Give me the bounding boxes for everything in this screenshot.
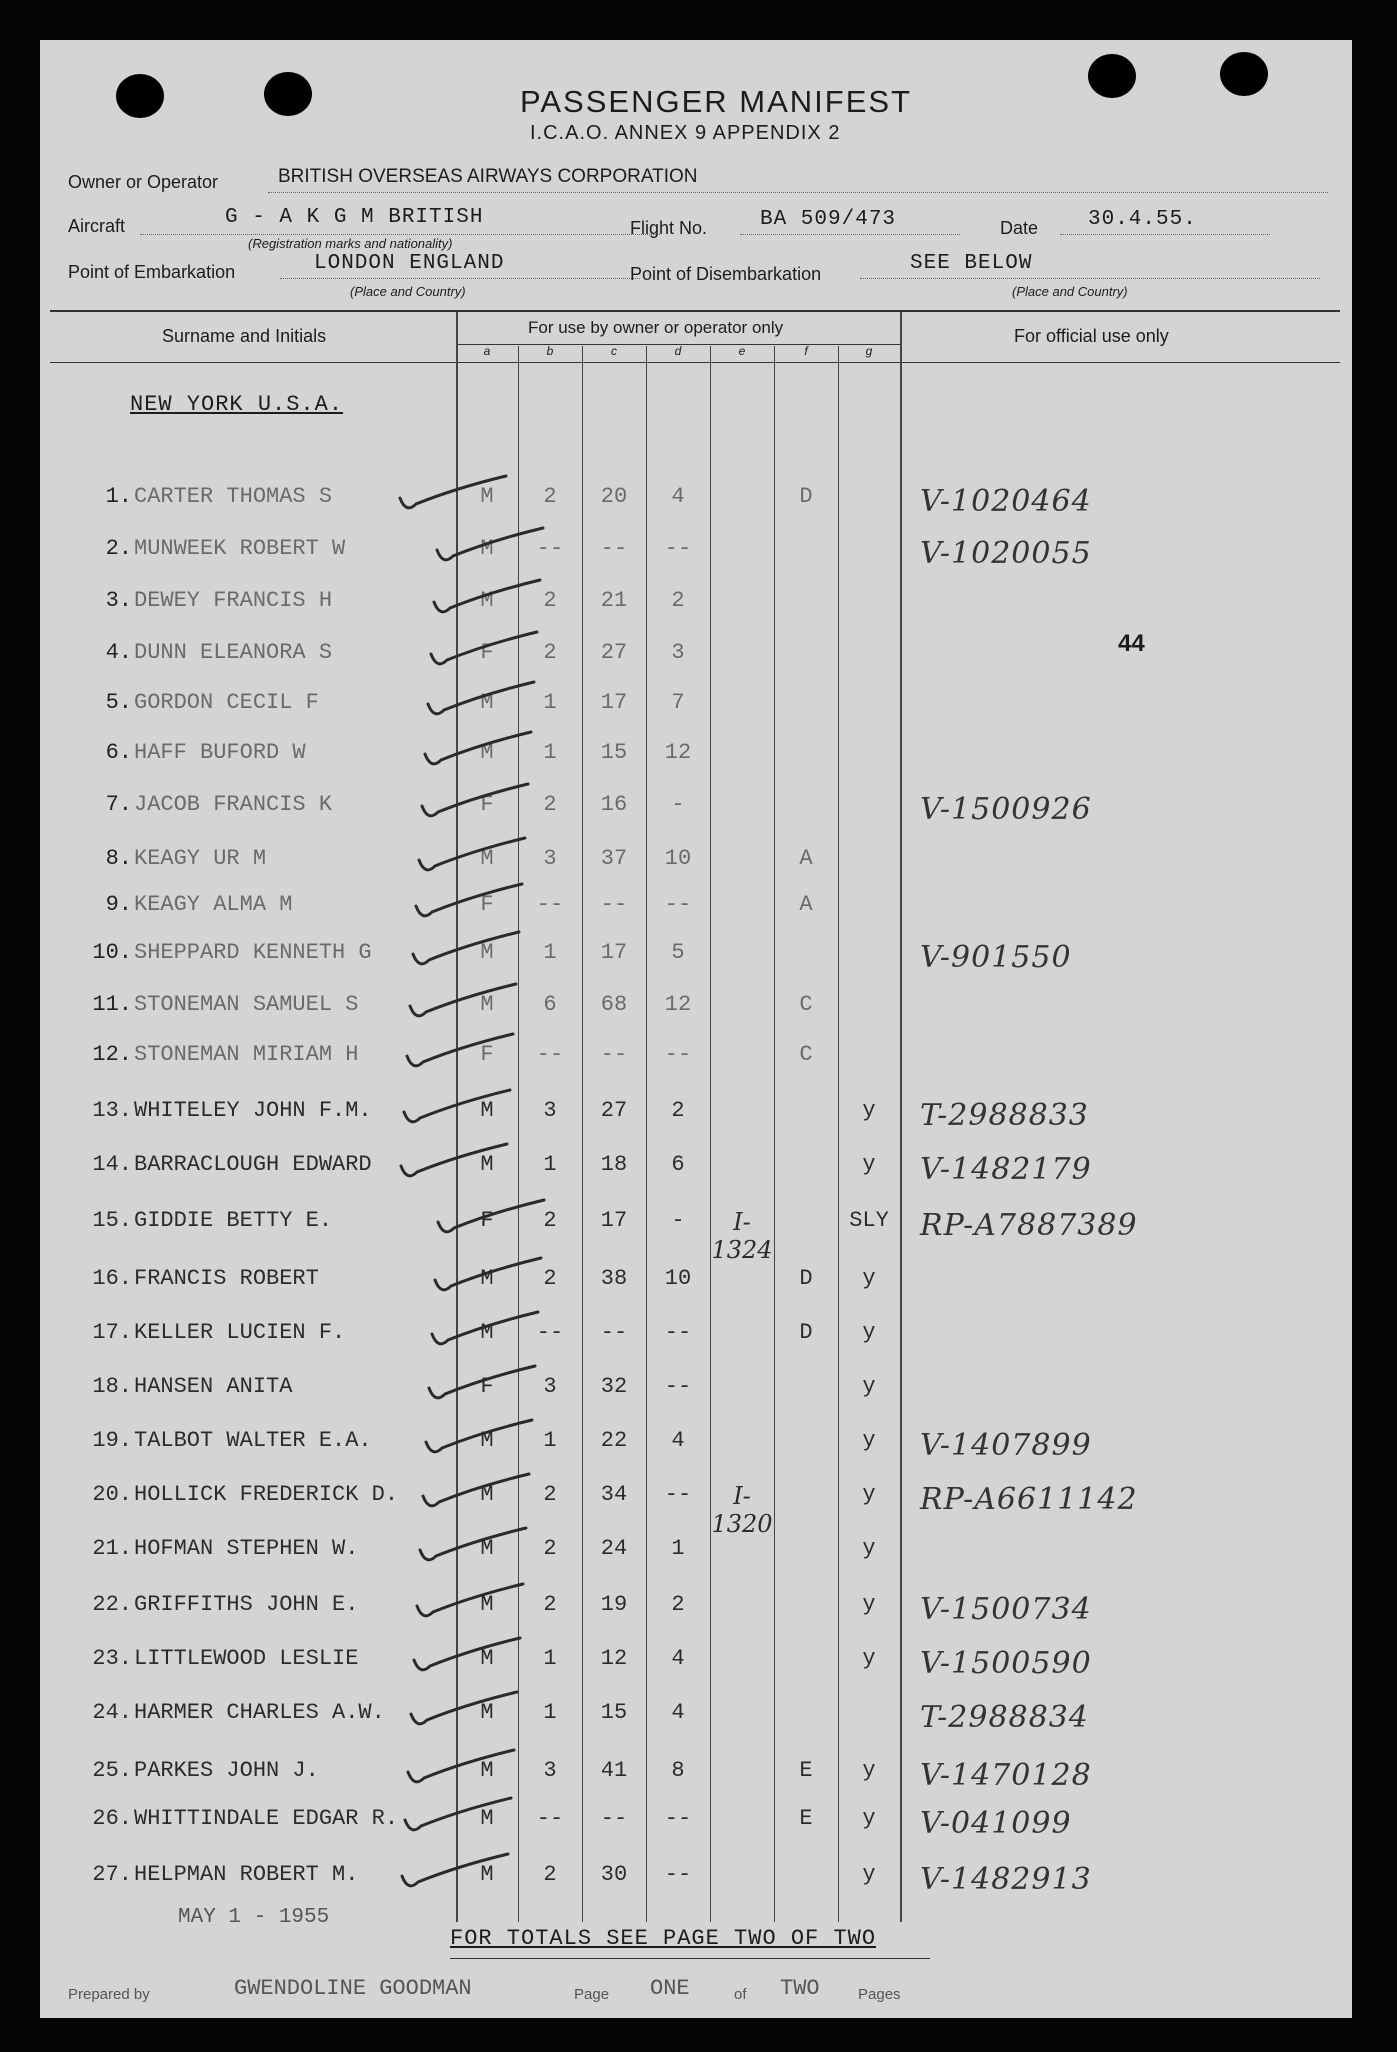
cell-d: --: [664, 1862, 692, 1887]
cell-f: A: [799, 892, 813, 917]
cell-c: 18: [600, 1152, 628, 1177]
passenger-name: STONEMAN SAMUEL S: [134, 992, 359, 1017]
official-number: V-1482913: [920, 1862, 1092, 1897]
check-mark: [401, 1144, 507, 1176]
disembark-label: Point of Disembarkation: [630, 264, 822, 284]
cell-a: F: [480, 1374, 494, 1399]
cell-g: y: [862, 1862, 876, 1887]
cell-a: F: [480, 792, 494, 817]
aircraft-label: Aircraft: [68, 216, 126, 236]
check-mark: [428, 682, 534, 714]
row-number: 18.: [92, 1374, 132, 1399]
cell-b: 2: [543, 1536, 557, 1561]
cell-f: D: [799, 484, 813, 509]
cell-a: M: [480, 940, 494, 965]
page-subtitle: I.C.A.O. ANNEX 9 APPENDIX 2: [530, 122, 841, 144]
passenger-name: KEAGY ALMA M: [134, 892, 293, 917]
cell-b: --: [536, 1806, 564, 1831]
row-number: 12.: [92, 1042, 132, 1067]
cell-b: 2: [543, 484, 557, 509]
check-mark: [411, 1692, 517, 1724]
prepared-label: Prepared by: [68, 1986, 150, 2003]
official-number: V-1020055: [920, 536, 1092, 571]
totals-underline: [450, 1958, 930, 1959]
row-number: 20.: [92, 1482, 132, 1507]
cell-b: 2: [543, 1482, 557, 1507]
passenger-name: SHEPPARD KENNETH G: [134, 940, 372, 965]
cell-c: 16: [600, 792, 628, 817]
cell-b: 1: [543, 1646, 557, 1671]
cell-a: M: [480, 1806, 494, 1831]
subcol-label-a: a: [483, 344, 491, 358]
cell-b: 2: [543, 1592, 557, 1617]
cell-g: y: [862, 1428, 876, 1453]
official-number: V-1500734: [920, 1592, 1092, 1627]
cell-c: 22: [600, 1428, 628, 1453]
passenger-name: LITTLEWOOD LESLIE: [134, 1646, 359, 1671]
row-number: 26.: [92, 1806, 132, 1831]
passenger-name: FRANCIS ROBERT: [134, 1266, 319, 1291]
passenger-name: KEAGY UR M: [134, 846, 267, 871]
col-operator-header: For use by owner or operator only: [528, 318, 784, 337]
row-number: 1.: [105, 484, 132, 509]
check-mark: [429, 1366, 535, 1398]
check-mark: [437, 528, 543, 560]
row-number: 24.: [92, 1700, 132, 1725]
received-stamp: MAY 1 - 1955: [178, 1906, 330, 1929]
cell-d: 3: [671, 640, 685, 665]
cell-d: 2: [671, 1098, 685, 1123]
cell-c: 15: [600, 1700, 628, 1725]
cell-a: F: [480, 1208, 494, 1233]
cell-d: 4: [671, 484, 685, 509]
cell-d: 7: [671, 690, 685, 715]
cell-d: 8: [671, 1758, 685, 1783]
row-number: 9.: [105, 892, 132, 917]
row-number: 27.: [92, 1862, 132, 1887]
cell-b: 1: [543, 1152, 557, 1177]
check-mark: [420, 1528, 526, 1560]
cell-b: --: [536, 536, 564, 561]
check-marks: [40, 40, 1352, 2018]
cell-d: 2: [671, 588, 685, 613]
subcol-label-b: b: [546, 344, 554, 358]
cell-g: y: [862, 1646, 876, 1671]
cell-a: M: [480, 536, 494, 561]
flight-value: BA 509/473: [760, 208, 897, 231]
flight-label: Flight No.: [630, 218, 708, 238]
owner-value: BRITISH OVERSEAS AIRWAYS CORPORATION: [278, 166, 698, 187]
embark-note: (Place and Country): [350, 284, 466, 299]
check-mark: [435, 1258, 541, 1290]
cell-d: 5: [671, 940, 685, 965]
cell-g: y: [862, 1266, 876, 1291]
prepared-value: GWENDOLINE GOODMAN: [234, 1976, 472, 2001]
passenger-name: WHITELEY JOHN F.M.: [134, 1098, 372, 1123]
check-mark: [422, 784, 528, 816]
cell-d: 4: [671, 1646, 685, 1671]
passenger-name: WHITTINDALE EDGAR R.: [134, 1806, 399, 1831]
row-number: 13.: [92, 1098, 132, 1123]
cell-f: C: [799, 992, 813, 1017]
cell-d: --: [664, 1806, 692, 1831]
cell-a: F: [480, 640, 494, 665]
check-mark: [404, 1090, 510, 1122]
col-surname-header: Surname and Initials: [162, 326, 327, 346]
totals-note: FOR TOTALS SEE PAGE TWO OF TWO: [450, 1926, 877, 1951]
row-number: 21.: [92, 1536, 132, 1561]
cell-b: 2: [543, 588, 557, 613]
check-mark: [426, 1420, 532, 1452]
cell-f: A: [799, 846, 813, 871]
row-number: 3.: [105, 588, 132, 613]
row-number: 22.: [92, 1592, 132, 1617]
cell-a: M: [480, 992, 494, 1017]
cell-b: 1: [543, 1428, 557, 1453]
row-number: 14.: [92, 1152, 132, 1177]
subcol-label-g: g: [865, 344, 873, 358]
cell-d: 6: [671, 1152, 685, 1177]
cell-f: D: [799, 1320, 813, 1345]
cell-c: 17: [600, 940, 628, 965]
row-number: 25.: [92, 1758, 132, 1783]
row-number: 10.: [92, 940, 132, 965]
subcol-label-d: d: [674, 344, 682, 358]
passenger-name: MUNWEEK ROBERT W: [134, 536, 346, 561]
row-number: 23.: [92, 1646, 132, 1671]
cell-a: M: [480, 1700, 494, 1725]
cell-a: M: [480, 1592, 494, 1617]
registration-note: (Registration marks and nationality): [248, 236, 453, 251]
cell-b: 3: [543, 1758, 557, 1783]
embark-label: Point of Embarkation: [68, 262, 236, 282]
check-mark: [419, 838, 525, 870]
of-label: of: [734, 1986, 747, 2003]
cell-c: 17: [600, 1208, 628, 1233]
official-number: V-1500926: [920, 792, 1092, 827]
official-number: V-901550: [920, 940, 1072, 975]
check-mark: [405, 1798, 511, 1830]
cell-b: 3: [543, 1374, 557, 1399]
embark-value: LONDON ENGLAND: [314, 252, 505, 275]
aircraft-value: G - A K G M BRITISH: [225, 206, 484, 229]
cell-g: y: [862, 1806, 876, 1831]
check-mark: [413, 932, 519, 964]
cell-c: 12: [600, 1646, 628, 1671]
row-number: 2.: [105, 536, 132, 561]
cell-g: SLY: [849, 1208, 889, 1233]
passenger-name: HANSEN ANITA: [134, 1374, 293, 1399]
cell-g: y: [862, 1098, 876, 1123]
row-number: 11.: [92, 992, 132, 1017]
cell-d: --: [664, 892, 692, 917]
cell-d: 10: [664, 1266, 692, 1291]
cell-d: --: [664, 1320, 692, 1345]
official-number: RP-A6611142: [920, 1482, 1138, 1517]
cell-g: y: [862, 1320, 876, 1345]
cell-c: 24: [600, 1536, 628, 1561]
passenger-name: GORDON CECIL F: [134, 690, 319, 715]
passenger-name: JACOB FRANCIS K: [134, 792, 333, 817]
check-mark: [400, 476, 506, 508]
cell-a: M: [480, 588, 494, 613]
page-title: PASSENGER MANIFEST: [520, 84, 912, 119]
passenger-name: GRIFFITHS JOHN E.: [134, 1592, 359, 1617]
passenger-name: DEWEY FRANCIS H: [134, 588, 333, 613]
official-number: RP-A7887389: [920, 1208, 1138, 1243]
check-mark: [414, 1638, 520, 1670]
check-mark: [407, 1034, 513, 1066]
col-official-header: For official use only: [1014, 326, 1169, 346]
passenger-name: KELLER LUCIEN F.: [134, 1320, 346, 1345]
cell-a: F: [480, 892, 494, 917]
passenger-name: STONEMAN MIRIAM H: [134, 1042, 359, 1067]
date-value: 30.4.55.: [1088, 208, 1197, 231]
passenger-name: PARKES JOHN J.: [134, 1758, 319, 1783]
cell-a: M: [480, 1266, 494, 1291]
cell-c: 34: [600, 1482, 628, 1507]
check-mark: [410, 984, 516, 1016]
cell-c: 41: [600, 1758, 628, 1783]
row-number: 6.: [105, 740, 132, 765]
cell-c: 20: [600, 484, 628, 509]
cell-b: 1: [543, 940, 557, 965]
cell-d: 10: [664, 846, 692, 871]
cell-a: M: [480, 484, 494, 509]
cell-a: M: [480, 1320, 494, 1345]
row-number: 17.: [92, 1320, 132, 1345]
cell-a: M: [480, 690, 494, 715]
cell-b: 2: [543, 640, 557, 665]
official-number: V-1500590: [920, 1646, 1092, 1681]
cell-b: 6: [543, 992, 557, 1017]
manifest-page: [40, 40, 1352, 2018]
cell-b: --: [536, 892, 564, 917]
cell-a: F: [480, 1042, 494, 1067]
row-number: 4.: [105, 640, 132, 665]
cell-a: M: [480, 1536, 494, 1561]
cell-f: D: [799, 1266, 813, 1291]
passenger-name: CARTER THOMAS S: [134, 484, 333, 509]
cell-c: --: [600, 536, 628, 561]
cell-a: M: [480, 1646, 494, 1671]
cell-c: 15: [600, 740, 628, 765]
cell-b: 2: [543, 1266, 557, 1291]
passenger-name: HARMER CHARLES A.W.: [134, 1700, 385, 1725]
cell-f: E: [799, 1758, 813, 1783]
official-number: V-041099: [920, 1806, 1072, 1841]
cell-c: 38: [600, 1266, 628, 1291]
cell-d: --: [664, 1042, 692, 1067]
cell-e: I-1320: [711, 1482, 773, 1538]
disembark-value: SEE BELOW: [910, 252, 1033, 275]
official-number: V-1470128: [920, 1758, 1092, 1793]
cell-b: 1: [543, 1700, 557, 1725]
cell-d: -: [671, 1208, 685, 1233]
row-number: 5.: [105, 690, 132, 715]
cell-d: 12: [664, 992, 692, 1017]
destination-heading: NEW YORK U.S.A.: [130, 392, 344, 417]
date-label: Date: [1000, 218, 1039, 238]
row-number: 19.: [92, 1428, 132, 1453]
cell-a: M: [480, 740, 494, 765]
official-number: V-1482179: [920, 1152, 1092, 1187]
cell-g: y: [862, 1374, 876, 1399]
cell-c: 17: [600, 690, 628, 715]
check-mark: [434, 580, 540, 612]
official-number: T-2988834: [920, 1700, 1089, 1735]
cell-a: M: [480, 1758, 494, 1783]
cell-c: 19: [600, 1592, 628, 1617]
check-mark: [425, 732, 531, 764]
check-mark: [408, 1750, 514, 1782]
cell-b: 2: [543, 792, 557, 817]
cell-c: --: [600, 892, 628, 917]
cell-a: M: [480, 846, 494, 871]
cell-g: y: [862, 1482, 876, 1507]
cell-b: 3: [543, 846, 557, 871]
cell-b: 2: [543, 1862, 557, 1887]
cell-b: 2: [543, 1208, 557, 1233]
check-mark: [423, 1474, 529, 1506]
cell-g: y: [862, 1152, 876, 1177]
passenger-name: DUNN ELEANORA S: [134, 640, 333, 665]
cell-a: M: [480, 1428, 494, 1453]
cell-a: M: [480, 1152, 494, 1177]
cell-c: --: [600, 1320, 628, 1345]
official-number: V-1407899: [920, 1428, 1092, 1463]
cell-a: M: [480, 1862, 494, 1887]
cell-b: --: [536, 1320, 564, 1345]
margin-mark: 44: [1118, 630, 1145, 657]
cell-b: --: [536, 1042, 564, 1067]
cell-c: --: [600, 1806, 628, 1831]
cell-c: 21: [600, 588, 628, 613]
cell-c: --: [600, 1042, 628, 1067]
row-number: 16.: [92, 1266, 132, 1291]
cell-c: 27: [600, 1098, 628, 1123]
check-mark: [431, 632, 537, 664]
cell-d: -: [671, 792, 685, 817]
passenger-name: TALBOT WALTER E.A.: [134, 1428, 372, 1453]
of-value: TWO: [780, 1976, 820, 2001]
page-value: ONE: [650, 1976, 690, 2001]
cell-a: M: [480, 1482, 494, 1507]
official-number: V-1020464: [920, 484, 1092, 519]
cell-c: 68: [600, 992, 628, 1017]
row-number: 7.: [105, 792, 132, 817]
passenger-name: HOFMAN STEPHEN W.: [134, 1536, 359, 1561]
cell-c: 30: [600, 1862, 628, 1887]
passenger-name: HAFF BUFORD W: [134, 740, 306, 765]
passenger-name: HELPMAN ROBERT M.: [134, 1862, 359, 1887]
subcol-label-c: c: [611, 344, 617, 358]
page-label: Page: [574, 1986, 610, 2003]
cell-d: --: [664, 536, 692, 561]
passenger-name: GIDDIE BETTY E.: [134, 1208, 333, 1233]
check-mark: [402, 1854, 508, 1886]
cell-d: 12: [664, 740, 692, 765]
cell-d: --: [664, 1482, 692, 1507]
official-number: T-2988833: [920, 1098, 1089, 1133]
cell-b: 1: [543, 690, 557, 715]
cell-d: 1: [671, 1536, 685, 1561]
cell-e: I-1324: [711, 1208, 773, 1264]
disembark-note: (Place and Country): [1012, 284, 1128, 299]
check-mark: [416, 884, 522, 916]
row-number: 8.: [105, 846, 132, 871]
passenger-name: HOLLICK FREDERICK D.: [134, 1482, 399, 1507]
check-mark: [432, 1312, 538, 1344]
row-number: 15.: [92, 1208, 132, 1233]
cell-b: 1: [543, 740, 557, 765]
cell-f: E: [799, 1806, 813, 1831]
subcol-label-e: e: [738, 344, 746, 358]
check-mark: [438, 1200, 544, 1232]
cell-d: 4: [671, 1428, 685, 1453]
cell-b: 3: [543, 1098, 557, 1123]
check-mark: [417, 1584, 523, 1616]
pages-label: Pages: [858, 1986, 901, 2003]
cell-g: y: [862, 1758, 876, 1783]
cell-c: 27: [600, 640, 628, 665]
owner-label: Owner or Operator: [68, 172, 219, 192]
cell-g: y: [862, 1592, 876, 1617]
subcol-label-f: f: [804, 344, 808, 358]
cell-a: M: [480, 1098, 494, 1123]
passenger-name: BARRACLOUGH EDWARD: [134, 1152, 372, 1177]
cell-g: y: [862, 1536, 876, 1561]
cell-d: 2: [671, 1592, 685, 1617]
cell-d: --: [664, 1374, 692, 1399]
cell-c: 37: [600, 846, 628, 871]
cell-c: 32: [600, 1374, 628, 1399]
cell-f: C: [799, 1042, 813, 1067]
cell-d: 4: [671, 1700, 685, 1725]
